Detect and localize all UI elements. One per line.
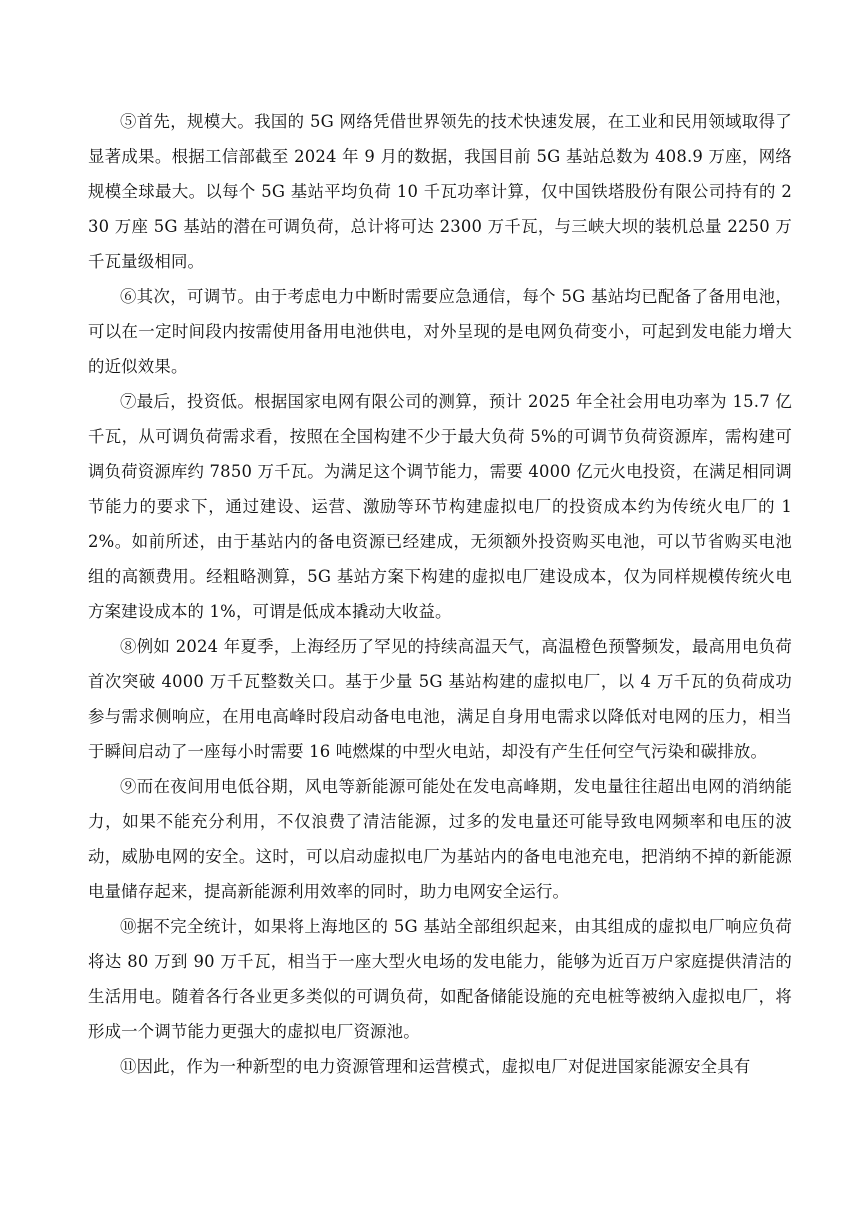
- paragraph-9: ⑨而在夜间用电低谷期，风电等新能源可能处在发电高峰期，发电量往往超出电网的消纳能力，如果不能充分利用，不仅浪费了清洁能源，过多的发电量还可能导致电网频率和电压的波动，威胁电网的安全。这时，可以启动虚拟电厂为基站内的备电电池充电，把消纳不掉的新能源电量储存起来，提高新能源利用效率的同时，助力电网安全运行。: [88, 777, 792, 901]
- paragraph-5: ⑤首先，规模大。我国的 5G 网络凭借世界领先的技术快速发展，在工业和民用领域取得了显著成果。根据工信部截至 2024 年 9 月的数据，我国目前 5G 基站总数为 408.9 万座，网络规模全球最大。以每个 5G 基站平均负荷 10 千瓦功率计算，仅中国铁塔股份有限公司持有的 230 万座 5G 基站的潜在可调负荷，总计将可达 2300 万千瓦，与三峡大坝的装机总量 2250 万千瓦量级相同。: [88, 112, 792, 271]
- document-body: [88, 104, 792, 1084]
- paragraph-8: ⑧例如 2024 年夏季，上海经历了罕见的持续高温天气，高温橙色预警频发，最高用电负荷首次突破 4000 万千瓦整数关口。基于少量 5G 基站构建的虚拟电厂，以 4 万千瓦的负荷成功参与需求侧响应，在用电高峰时段启动备电电池，满足自身用电需求以降低对电网的压力，相当于瞬间启动了一座每小时需要 16 吨燃煤的中型火电站，却没有产生任何空气污染和碳排放。: [88, 637, 792, 761]
- paragraph-11: ⑪因此，作为一种新型的电力资源管理和运营模式，虚拟电厂对促进国家能源安全具有: [120, 1057, 751, 1076]
- paragraph-7: ⑦最后，投资低。根据国家电网有限公司的测算，预计 2025 年全社会用电功率为 15.7 亿千瓦，从可调负荷需求看，按照在全国构建不少于最大负荷 5%的可调节负荷资源库，需构建可调负荷资源库约 7850 万千瓦。为满足这个调节能力，需要 4000 亿元火电投资，在满足相同调节能力的要求下，通过建设、运营、激励等环节构建虚拟电厂的投资成本约为传统火电厂的 12%。如前所述，由于基站内的备电资源已经建成，无须额外投资购买电池，可以节省购买电池组的高额费用。经粗略测算，5G 基站方案下构建的虚拟电厂建设成本，仅为同样规模传统火电方案建设成本的 1%，可谓是低成本撬动大收益。: [88, 392, 792, 621]
- paragraph-10: ⑩据不完全统计，如果将上海地区的 5G 基站全部组织起来，由其组成的虚拟电厂响应负荷将达 80 万到 90 万千瓦，相当于一座大型火电场的发电能力，能够为近百万户家庭提供清洁的生活用电。随着各行各业更多类似的可调负荷，如配备储能设施的充电桩等被纳入虚拟电厂，将形成一个调节能力更强大的虚拟电厂资源池。: [88, 917, 792, 1041]
- paragraph-6: ⑥其次，可调节。由于考虑电力中断时需要应急通信，每个 5G 基站均已配备了备用电池，可以在一定时间段内按需使用备用电池供电，对外呈现的是电网负荷变小，可起到发电能力增大的近似效果。: [88, 287, 792, 376]
